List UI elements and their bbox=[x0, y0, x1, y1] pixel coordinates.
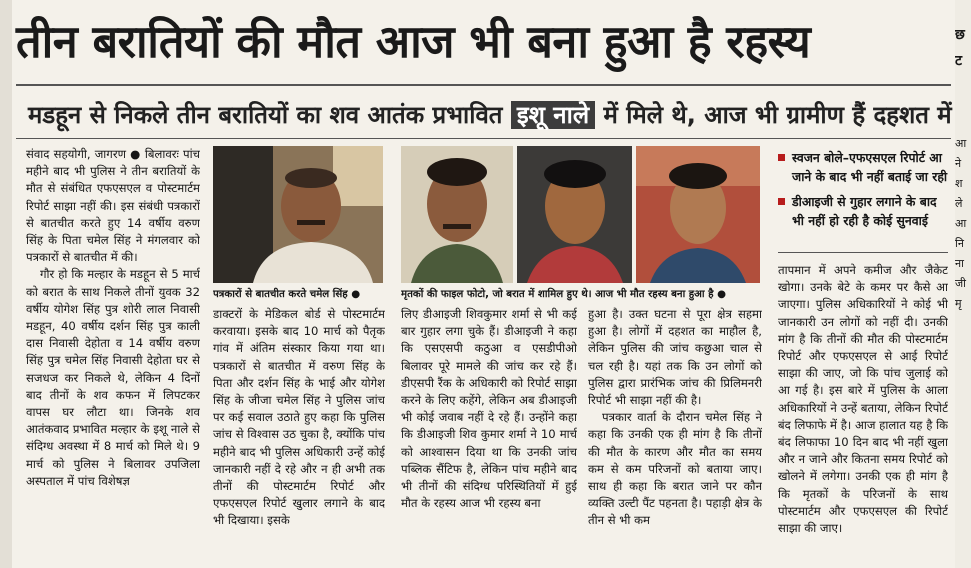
col5-paragraph-1: तापमान में अपने कमीज और जैकेट खोगा। उनके बेटे के कमर पर कैसे आ जाएगा। पुलिस अधिकारियों ने कोई भी जानकारी उन लोगों को नहीं दी। उनकी मांग है कि तीनों की मौत की पोस्टमार्टम रिपोर्ट और एफएसएल से आई रिपोर्ट साझा की जाए, जो कि पांच जुलाई को आ गई है। इस बारे में पुलिस के आला अधिकारियों ने उन्हें बताया, लेकिन रिपोर्ट बंद लिफाफे में है। आज हालात यह है कि बंद लिफाफा 10 दिन बाद भी नहीं खुला और न जाने और कितना समय रिपोर्ट को खोलने में लगेगा। उनकी एक ही मांग है कि मृतकों के परिजनों के साथ पोस्टमार्टम और एफएसएल की रिपोर्ट साझा की जाए। bbox=[778, 263, 948, 536]
headline-rule bbox=[16, 84, 951, 86]
deceased-photo-1 bbox=[401, 146, 513, 283]
headline: तीन बरातियों की मौत आज भी बना हुआ है रहस्य bbox=[16, 15, 811, 68]
highlights-rule bbox=[778, 252, 948, 253]
adjacent-text-fragment: आ ने श ले आ नि ना जी मृ bbox=[955, 137, 967, 310]
article-column-5 bbox=[778, 262, 948, 564]
subheadline-after: में मिले थे, आज भी ग्रामीण हैं दहशत में bbox=[603, 101, 952, 129]
highlight-item-2: डीआइजी से गुहार लगाने के बाद भी नहीं हो रही है कोई सुनवाई bbox=[778, 192, 948, 230]
article-column-3 bbox=[401, 306, 577, 564]
deceased-photo-3 bbox=[636, 146, 760, 283]
subheadline-rule bbox=[16, 138, 951, 139]
subheadline bbox=[28, 96, 968, 134]
col1-paragraph-2: गौर हो कि मल्हार के मडहून से 5 मार्च को बरात के साथ निकले तीनों युवक 32 वर्षीय योगेश सिंह पुत्र शोरी लाल निवासी मडहून, 40 वर्षीय दर्शन सिंह पुत्र काली दास निवासी देहोता व 14 वर्षीय वरुण सिंह पुत्र चमेल सिंह निवासी देहोता घर से सजधज कर निकले थे, लेकिन 4 दिनों बाद तीनों के शव कफन में लिपटकर वापस घर लौटा था। जिनके शव आतंकवाद प्रभावित मल्हार के इशू नाले से संदिग्ध अवस्था में 8 मार्च को मिले थे। 9 मार्च को पुलिस ने बिलावर उपजिला अस्पताल में पांच विशेषज्ञ bbox=[26, 267, 200, 488]
col2-paragraph-1: डाक्टरों के मेडिकल बोर्ड से पोस्टमार्टम करवाया। इसके बाद 10 मार्च को पैतृक गांव में अंतिम संस्कार किया गया था। पत्रकारों से बातचीत में वरुण सिंह के पिता और दर्शन सिंह के भाई और योगेश सिंह के जीजा चमेल सिंह ने पुलिस जांच पर कई सवाल उठाते हुए कहा कि पुलिस जांच से विश्वास उठ चुका है, क्योंकि पांच महीने बाद भी पुलिस अधिकारी उन्हें कोई जानकारी नहीं दे रहे और न ही अभी तक तीनों की पोस्टमार्टम रिपोर्ट और एफएसएल रिपोर्ट खुलार लगाने के बाद भी दिखाया। इसके bbox=[213, 307, 385, 528]
adjacent-article-strip bbox=[955, 0, 971, 568]
deceased-photos-caption: मृतकों की फाइल फोटो, जो बरात में शामिल हुए थे। आज भी मौत रहस्य बना हुआ है ● bbox=[401, 289, 726, 300]
col3-paragraph-1: लिए डीआइजी शिवकुमार शर्मा से भी कई बार गुहार लगा चुके हैं। डीआइजी ने कहा कि एसएसपी कठुआ व एसडीपीओ बिलावर पूरे मामले की जांच कर रहे हैं। डीएसपी रैंक के अधिकारी को रिपोर्ट साझा करने के लिए कहेंगे, लेकिन अब डीआइजी भी कोई जवाब नहीं दे रहे हैं। उन्होंने कहा कि डीआइजी शिव कुमार शर्मा ने 10 मार्च को आश्वासन दिया था कि उनकी जांच पब्लिक सैंटिफ है, लेकिन पांच महीने बाद भी तीनों की संदिग्ध परिस्थितियों में हुई मौत के रहस्य आज भी रहस्य बना bbox=[401, 307, 577, 511]
deceased-photo-2 bbox=[517, 146, 632, 283]
col4-paragraph-1: हुआ है। उक्त घटना से पूरा क्षेत्र सहमा हुआ है। लोगों में दहशत का माहौल है, लेकिन पुलिस की जांच कछुआ चाल से चल रही है। यहां तक कि उन लोगों को पुलिस द्वारा प्रारंभिक जांच की प्रिलिमनरी रिपोर्ट भी साझा नहीं की है। bbox=[588, 307, 762, 408]
subheadline-before: मडहून से निकले तीन बरातियों का शव आतंक प्रभावित bbox=[28, 101, 503, 129]
adjacent-headline-fragment: छ ट bbox=[955, 27, 965, 69]
father-photo bbox=[213, 146, 383, 283]
highlights-box bbox=[778, 148, 948, 248]
article-column-4 bbox=[588, 306, 762, 564]
subheadline-highlight: इशू नाले bbox=[511, 101, 595, 129]
father-photo-caption: पत्रकारों से बातचीत करते चमेल सिंह ● bbox=[213, 289, 361, 300]
col1-paragraph-1: संवाद सहयोगी, जागरण ● बिलावरः पांच महीने बाद भी पुलिस ने तीन बरातियों के मौत से संबंधित एफएसएल व पोस्टमार्टम रिपोर्ट साझा नहीं की। इस संबंधी पत्रकारों से बातचीत करते हुए 14 वर्षीय वरुण सिंह के पिता चमेल सिंह ने मंगलवार को पत्रकारों से बातचीत में की। bbox=[26, 147, 200, 265]
article-column-2 bbox=[213, 306, 385, 564]
article-column-1 bbox=[26, 146, 200, 564]
adjacent-page-edge bbox=[0, 0, 12, 568]
highlight-item-1: स्वजन बोले–एफएसएल रिपोर्ट आ जाने के बाद भी नहीं बताई जा रही bbox=[778, 148, 948, 186]
col4-paragraph-2: पत्रकार वार्ता के दौरान चमेल सिंह ने कहा कि उनकी एक ही मांग है कि तीनों की मौत के कारण और मौत का समय कम से कम परिजनों को बताया जाए। साथ ही कहा कि बरात जाने पर कौन व्यक्ति उल्टी पैंट पहनता है। पहाड़ी क्षेत्र के तीन से भी कम bbox=[588, 410, 762, 528]
